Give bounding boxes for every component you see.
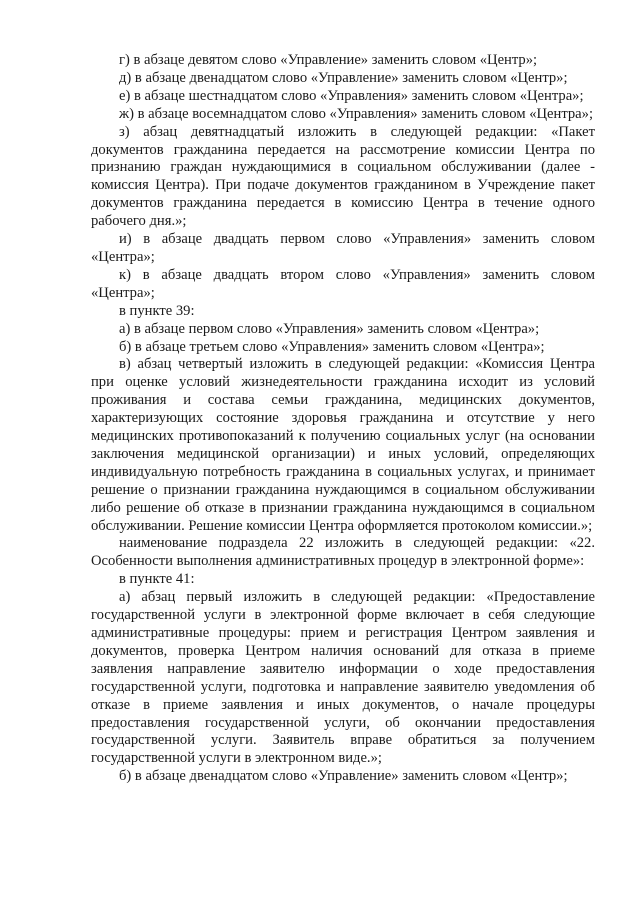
- paragraph-item-a: а) в абзаце первом слово «Управления» заменить словом «Центра»;: [119, 320, 540, 337]
- paragraph-item-k: к) в абзаце двадцать втором слово «Управления» заменить словом «Центра»;: [91, 266, 595, 301]
- paragraph-point-39: в пункте 39:: [119, 302, 195, 319]
- paragraph-item-a-41: а) абзац первый изложить в следующей редакции: «Предоставление государственной услуги в электронной форме включает в себя следующие административные процедуры: прием и регистрация Центром заявления и документов, проверка Центром наличия оснований для отказа в приеме заявления направление заявителю информации о ходе предоставления государственной услуги, подготовка и направление заявителю уведомления об отказе в приеме заявления и иных документов, о начале процедуры предоставления государственной услуги, об окончании предоставления государственной услуги. Заявитель вправе обратиться за получением государственной услуги в электронном виде.»;: [91, 589, 595, 767]
- document-body: [91, 52, 595, 786]
- paragraph-item-b: б) в абзаце третьем слово «Управления» заменить словом «Центра»;: [119, 338, 545, 355]
- paragraph-subsection-22-title: наименование подраздела 22 изложить в следующей редакции: «22. Особенности выполнения административных процедур в электронной форме»:: [91, 535, 595, 570]
- paragraph-item-e: е) в абзаце шестнадцатом слово «Управления» заменить словом «Центра»;: [119, 87, 584, 104]
- paragraph-item-z: з) абзац девятнадцатый изложить в следующей редакции: «Пакет документов гражданина передается на рассмотрение комиссии Центра по признанию граждан нуждающимися в социальном обслуживании (далее - комиссия Центра). При подаче документов гражданином в Учреждение пакет документов гражданина передается в комиссию Центра в течение одного рабочего дня.»;: [91, 123, 595, 230]
- paragraph-item-b-41: б) в абзаце двенадцатом слово «Управление» заменить словом «Центр»;: [119, 768, 568, 785]
- paragraph-item-g: г) в абзаце девятом слово «Управление» заменить словом «Центр»;: [119, 52, 538, 68]
- paragraph-item-d: д) в абзаце двенадцатом слово «Управление» заменить словом «Центр»;: [119, 69, 568, 86]
- paragraph-item-v: в) абзац четвертый изложить в следующей редакции: «Комиссия Центра при оценке условий жизнедеятельности гражданина исходит из условий проживания и состава семьи гражданина, медицинских документов, характеризующих состояние здоровья гражданина и отсутствие у него медицинских противопоказаний к получению социальных услуг (на основании заключения медицинской организации) и иных условий, определяющих индивидуальную потребность гражданина в социальных услугах, и принимает решение о признании гражданина нуждающимся в социальном обслуживании либо решение об отказе в признании гражданина нуждающимся в социальном обслуживании. Решение комиссии Центра оформляется протоколом комиссии.»;: [91, 356, 595, 534]
- paragraph-point-41: в пункте 41:: [119, 571, 195, 588]
- paragraph-item-zh: ж) в абзаце восемнадцатом слово «Управления» заменить словом «Центра»;: [119, 105, 594, 122]
- paragraph-item-i: и) в абзаце двадцать первом слово «Управления» заменить словом «Центра»;: [91, 231, 595, 265]
